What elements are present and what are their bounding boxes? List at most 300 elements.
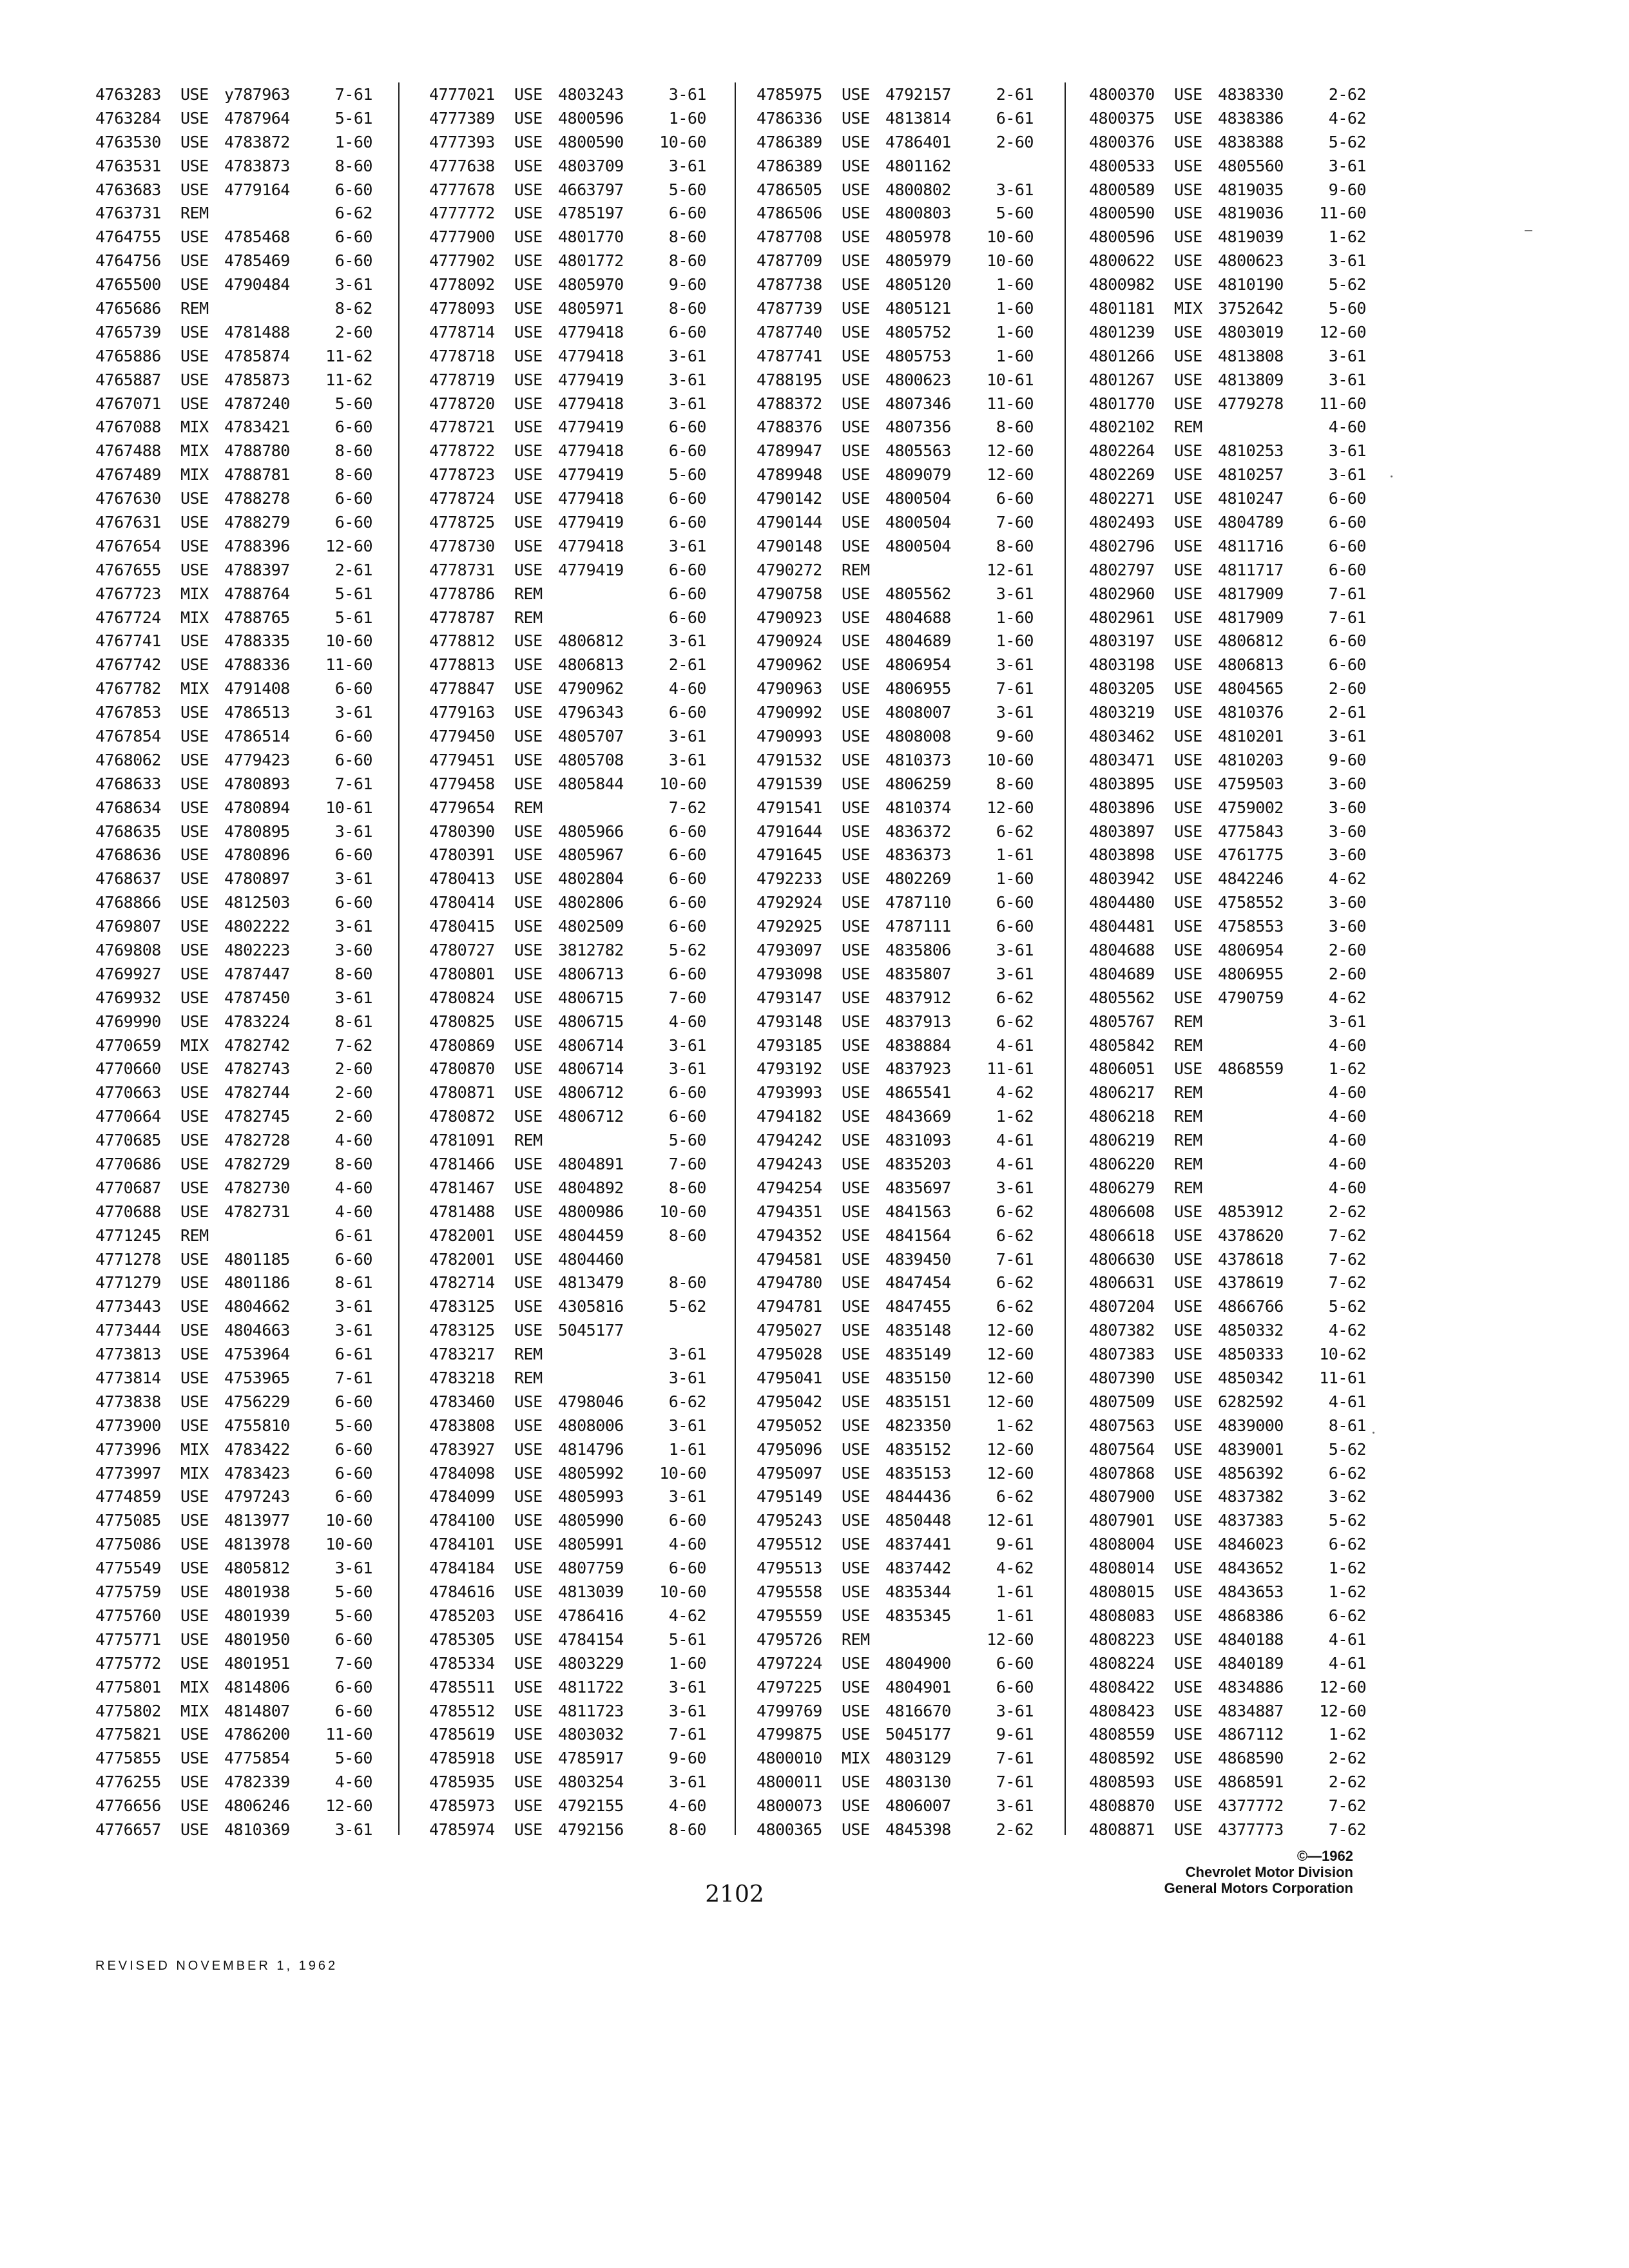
- part-number: 4808083: [1089, 1606, 1155, 1625]
- action-code: USE: [180, 275, 209, 294]
- part-number: 4802269: [1089, 465, 1155, 485]
- effective-date: 3-61: [668, 726, 706, 745]
- part-number: 4784099: [429, 1487, 495, 1506]
- replacement-number: 4807346: [885, 394, 951, 413]
- part-row: [429, 867, 713, 890]
- replacement-number: 4378620: [1218, 1225, 1284, 1245]
- action-code: USE: [1174, 1416, 1202, 1435]
- part-number: 4780414: [429, 893, 495, 912]
- part-number: 4763683: [95, 180, 161, 199]
- part-number: 4770685: [95, 1131, 161, 1150]
- effective-date: 10-60: [659, 1582, 706, 1602]
- part-number: 4777902: [429, 251, 495, 271]
- effective-date: 5-62: [1328, 1439, 1366, 1459]
- replacement-number: 4838330: [1218, 84, 1284, 104]
- part-row: [95, 1628, 379, 1651]
- part-row: [95, 392, 379, 416]
- action-code: USE: [180, 1202, 209, 1221]
- replacement-number: 4835203: [885, 1155, 951, 1174]
- effective-date: 3-61: [334, 822, 372, 841]
- part-number: 4794581: [757, 1249, 822, 1269]
- effective-date: 4-60: [668, 1796, 706, 1816]
- action-code: USE: [842, 1155, 870, 1174]
- effective-date: 1-61: [996, 1606, 1034, 1625]
- replacement-number: 4779423: [224, 750, 290, 769]
- replacement-number: 4801950: [224, 1629, 290, 1649]
- effective-date: 7-60: [334, 1653, 372, 1673]
- part-row: [757, 82, 1040, 106]
- effective-date: 4-61: [996, 1131, 1034, 1150]
- part-number: 4800376: [1089, 132, 1155, 151]
- action-code: USE: [842, 1273, 870, 1293]
- part-row: [1089, 463, 1373, 486]
- part-number: 4807868: [1089, 1463, 1155, 1483]
- part-row: [429, 629, 713, 653]
- effective-date: 7-61: [1328, 608, 1366, 627]
- part-number: 4770686: [95, 1155, 161, 1174]
- effective-date: 3-60: [1328, 893, 1366, 912]
- part-row: [95, 1176, 379, 1200]
- part-number: 4803896: [1089, 798, 1155, 817]
- part-row: [95, 677, 379, 700]
- replacement-number: 4837912: [885, 988, 951, 1007]
- action-code: REM: [514, 584, 543, 603]
- replacement-number: 4787111: [885, 917, 951, 936]
- action-code: USE: [180, 1178, 209, 1197]
- effective-date: 12-60: [987, 1369, 1034, 1388]
- part-row: [1089, 273, 1373, 296]
- effective-date: 3-61: [1328, 465, 1366, 485]
- part-number: 4806218: [1089, 1107, 1155, 1126]
- action-code: USE: [842, 584, 870, 603]
- effective-date: 3-61: [1328, 370, 1366, 389]
- action-code: USE: [180, 1131, 209, 1150]
- replacement-number: 4800596: [558, 108, 624, 128]
- replacement-number: 4810190: [1218, 275, 1284, 294]
- part-row: [429, 1722, 713, 1746]
- part-number: 4783218: [429, 1369, 495, 1388]
- part-number: 4792924: [757, 893, 822, 912]
- action-code: USE: [842, 370, 870, 389]
- action-code: USE: [842, 1107, 870, 1126]
- replacement-number: 4844436: [885, 1487, 951, 1506]
- action-code: REM: [180, 204, 209, 223]
- effective-date: 6-60: [334, 1392, 372, 1411]
- part-number: 4778812: [429, 631, 495, 651]
- part-number: 4790962: [757, 655, 822, 675]
- part-number: 4765739: [95, 322, 161, 341]
- effective-date: 11-62: [325, 346, 372, 365]
- replacement-number: 4834886: [1218, 1677, 1284, 1696]
- part-row: [95, 1437, 379, 1461]
- part-number: 4769927: [95, 964, 161, 983]
- replacement-number: 4800623: [885, 370, 951, 389]
- effective-date: 10-60: [987, 227, 1034, 247]
- action-code: USE: [180, 1345, 209, 1364]
- part-number: 4779654: [429, 798, 495, 817]
- replacement-number: 4805844: [558, 774, 624, 793]
- part-number: 4794781: [757, 1297, 822, 1316]
- effective-date: 3-61: [1328, 156, 1366, 175]
- part-row: [757, 368, 1040, 392]
- part-number: 4794182: [757, 1107, 822, 1126]
- effective-date: 6-60: [334, 489, 372, 508]
- part-number: 4785973: [429, 1796, 495, 1816]
- action-code: USE: [1174, 108, 1202, 128]
- part-number: 4775821: [95, 1725, 161, 1744]
- part-row: [1089, 1033, 1373, 1057]
- replacement-number: 4783421: [224, 418, 290, 437]
- part-row: [95, 1390, 379, 1414]
- part-number: 4789947: [757, 441, 822, 461]
- action-code: USE: [180, 1416, 209, 1435]
- replacement-number: 4805967: [558, 845, 624, 865]
- effective-date: 6-60: [1328, 489, 1366, 508]
- replacement-number: 4796343: [558, 703, 624, 722]
- part-row: [1089, 843, 1373, 867]
- part-row: [429, 1366, 713, 1390]
- part-row: [757, 510, 1040, 534]
- effective-date: 3-61: [1328, 346, 1366, 365]
- action-code: USE: [842, 1225, 870, 1245]
- part-number: 4803197: [1089, 631, 1155, 651]
- part-row: [95, 344, 379, 368]
- replacement-number: 4805992: [558, 1463, 624, 1483]
- part-row: [429, 677, 713, 700]
- replacement-number: 4805966: [558, 822, 624, 841]
- replacement-number: 4841564: [885, 1225, 951, 1245]
- part-row: [429, 510, 713, 534]
- effective-date: 2-60: [996, 132, 1034, 151]
- part-number: 4767854: [95, 726, 161, 745]
- effective-date: 5-61: [668, 1629, 706, 1649]
- effective-date: 6-62: [996, 988, 1034, 1007]
- replacement-number: 4810369: [224, 1820, 290, 1839]
- replacement-number: у787963: [224, 84, 290, 104]
- part-row: [429, 1746, 713, 1770]
- effective-date: 3-61: [668, 370, 706, 389]
- effective-date: 3-61: [996, 180, 1034, 199]
- replacement-number: 4865541: [885, 1083, 951, 1102]
- effective-date: 3-61: [996, 1178, 1034, 1197]
- part-row: [429, 225, 713, 249]
- effective-date: 8-60: [334, 156, 372, 175]
- part-row: [95, 1818, 379, 1841]
- part-row: [429, 1485, 713, 1509]
- effective-date: 3-61: [668, 1487, 706, 1506]
- effective-date: 6-60: [334, 1701, 372, 1720]
- part-row: [757, 938, 1040, 962]
- part-number: 4787740: [757, 322, 822, 341]
- part-row: [429, 1081, 713, 1104]
- part-row: [1089, 820, 1373, 843]
- part-row: [757, 986, 1040, 1010]
- action-code: USE: [514, 845, 543, 865]
- replacement-number: 4788781: [224, 465, 290, 485]
- corporation-line: General Motors Corporation: [1164, 1880, 1353, 1896]
- effective-date: 6-62: [996, 1202, 1034, 1221]
- action-code: USE: [180, 941, 209, 959]
- part-number: 4785334: [429, 1653, 495, 1673]
- part-row: [1089, 510, 1373, 534]
- action-code: USE: [842, 1653, 870, 1673]
- replacement-number: 4808007: [885, 703, 951, 722]
- action-code: USE: [180, 1487, 209, 1506]
- replacement-number: 4756229: [224, 1392, 290, 1411]
- action-code: USE: [1174, 608, 1202, 627]
- action-code: USE: [514, 204, 543, 223]
- action-code: USE: [842, 1012, 870, 1031]
- action-code: USE: [1174, 180, 1202, 199]
- effective-date: 2-60: [334, 1107, 372, 1126]
- replacement-number: 4837923: [885, 1059, 951, 1079]
- part-row: [429, 700, 713, 724]
- action-code: USE: [514, 418, 543, 437]
- action-code: USE: [842, 798, 870, 817]
- effective-date: 5-61: [334, 584, 372, 603]
- action-code: REM: [1174, 1155, 1202, 1174]
- effective-date: 5-60: [668, 1131, 706, 1150]
- action-code: USE: [514, 679, 543, 698]
- action-code: USE: [842, 1439, 870, 1459]
- replacement-number: 6282592: [1218, 1392, 1284, 1411]
- action-code: USE: [514, 441, 543, 461]
- part-number: 4790924: [757, 631, 822, 651]
- effective-date: 2-60: [1328, 941, 1366, 959]
- effective-date: 8-60: [334, 441, 372, 461]
- part-row: [757, 1366, 1040, 1390]
- action-code: USE: [514, 750, 543, 769]
- action-code: USE: [1174, 1796, 1202, 1816]
- replacement-number: 4842246: [1218, 869, 1284, 889]
- action-code: USE: [842, 608, 870, 627]
- action-code: USE: [842, 227, 870, 247]
- effective-date: 12-60: [987, 1392, 1034, 1411]
- replacement-number: 4805991: [558, 1535, 624, 1554]
- action-code: USE: [1174, 1249, 1202, 1269]
- action-code: USE: [1174, 584, 1202, 603]
- action-code: REM: [1174, 1083, 1202, 1102]
- replacement-number: 4782729: [224, 1155, 290, 1174]
- replacement-number: 4835149: [885, 1345, 951, 1364]
- effective-date: 6-60: [334, 1439, 372, 1459]
- replacement-number: 4783873: [224, 156, 290, 175]
- effective-date: 7-61: [996, 679, 1034, 698]
- action-code: USE: [1174, 988, 1202, 1007]
- part-number: 4767655: [95, 560, 161, 579]
- part-number: 4800982: [1089, 275, 1155, 294]
- action-code: USE: [514, 631, 543, 651]
- replacement-number: 4835148: [885, 1321, 951, 1340]
- action-code: USE: [180, 917, 209, 936]
- action-code: USE: [514, 988, 543, 1007]
- part-row: [95, 962, 379, 986]
- part-number: 4778723: [429, 465, 495, 485]
- part-number: 4795559: [757, 1606, 822, 1625]
- effective-date: 1-60: [996, 346, 1034, 365]
- effective-date: 6-62: [334, 204, 372, 223]
- replacement-number: 4806813: [558, 655, 624, 675]
- part-row: [95, 178, 379, 202]
- effective-date: 10-61: [325, 798, 372, 817]
- action-code: USE: [1174, 1297, 1202, 1316]
- effective-date: 6-60: [334, 1463, 372, 1483]
- part-number: 4781488: [429, 1202, 495, 1221]
- part-row: [429, 938, 713, 962]
- part-row: [1089, 1699, 1373, 1723]
- action-code: USE: [842, 988, 870, 1007]
- effective-date: 6-60: [668, 1083, 706, 1102]
- action-code: USE: [180, 132, 209, 151]
- effective-date: 4-60: [1328, 1131, 1366, 1150]
- replacement-number: 4783224: [224, 1012, 290, 1031]
- part-row: [429, 1390, 713, 1414]
- effective-date: 4-61: [1328, 1392, 1366, 1411]
- effective-date: 8-61: [1328, 1416, 1366, 1435]
- effective-date: 8-60: [334, 465, 372, 485]
- replacement-number: 4805563: [885, 441, 951, 461]
- part-number: 4801181: [1089, 298, 1155, 318]
- action-code: USE: [1174, 798, 1202, 817]
- replacement-number: 4782728: [224, 1131, 290, 1150]
- replacement-number: 4663797: [558, 180, 624, 199]
- action-code: USE: [514, 227, 543, 247]
- part-number: 4808014: [1089, 1559, 1155, 1578]
- replacement-number: 4801185: [224, 1249, 290, 1269]
- replacement-number: 4787964: [224, 108, 290, 128]
- replacement-number: 4800504: [885, 489, 951, 508]
- part-row: [429, 1604, 713, 1628]
- part-row: [1089, 344, 1373, 368]
- part-row: [95, 1128, 379, 1152]
- effective-date: 3-61: [668, 1345, 706, 1364]
- effective-date: 5-60: [334, 1582, 372, 1602]
- part-number: 4801267: [1089, 370, 1155, 389]
- replacement-number: 4839450: [885, 1249, 951, 1269]
- replacement-number: 4792155: [558, 1796, 624, 1816]
- action-code: MIX: [842, 1749, 870, 1768]
- action-code: MIX: [180, 465, 209, 485]
- part-row: [1089, 1318, 1373, 1342]
- effective-date: 11-60: [987, 394, 1034, 413]
- action-code: USE: [180, 631, 209, 651]
- action-code: USE: [1174, 1463, 1202, 1483]
- replacement-number: 4782743: [224, 1059, 290, 1079]
- part-number: 4771279: [95, 1273, 161, 1293]
- replacement-number: 4840188: [1218, 1629, 1284, 1649]
- part-row: [757, 1342, 1040, 1366]
- part-number: 4765500: [95, 275, 161, 294]
- action-code: USE: [1174, 132, 1202, 151]
- action-code: USE: [514, 1178, 543, 1197]
- part-row: [95, 1200, 379, 1224]
- part-number: 4793148: [757, 1012, 822, 1031]
- effective-date: 6-60: [668, 893, 706, 912]
- effective-date: 12-60: [1319, 1701, 1366, 1720]
- part-number: 4785203: [429, 1606, 495, 1625]
- action-code: USE: [180, 1559, 209, 1578]
- part-number: 4793993: [757, 1083, 822, 1102]
- action-code: REM: [1174, 418, 1202, 437]
- action-code: USE: [842, 418, 870, 437]
- effective-date: 4-62: [996, 1559, 1034, 1578]
- replacement-number: 4835152: [885, 1439, 951, 1459]
- part-row: [429, 772, 713, 796]
- part-row: [95, 606, 379, 629]
- effective-date: 6-60: [334, 1487, 372, 1506]
- part-number: 4780825: [429, 1012, 495, 1031]
- part-row: [1089, 225, 1373, 249]
- part-row: [429, 106, 713, 130]
- replacement-number: 4810373: [885, 750, 951, 769]
- part-row: [429, 1318, 713, 1342]
- action-code: USE: [514, 822, 543, 841]
- part-number: 4805562: [1089, 988, 1155, 1007]
- effective-date: 4-60: [1328, 1035, 1366, 1055]
- replacement-number: 4775854: [224, 1749, 290, 1768]
- part-number: 4768866: [95, 893, 161, 912]
- action-code: USE: [514, 1606, 543, 1625]
- effective-date: 3-61: [668, 536, 706, 555]
- part-row: [757, 1318, 1040, 1342]
- replacement-number: 4835807: [885, 964, 951, 983]
- part-row: [95, 273, 379, 296]
- effective-date: 6-60: [334, 1677, 372, 1696]
- action-code: USE: [180, 1369, 209, 1388]
- effective-date: 7-61: [996, 1749, 1034, 1768]
- part-number: 4785305: [429, 1629, 495, 1649]
- action-code: USE: [514, 1297, 543, 1316]
- action-code: USE: [842, 441, 870, 461]
- action-code: REM: [514, 1369, 543, 1388]
- replacement-number: 4779419: [558, 465, 624, 485]
- effective-date: 6-60: [668, 418, 706, 437]
- replacement-number: 4806712: [558, 1107, 624, 1126]
- effective-date: 1-62: [1328, 1725, 1366, 1744]
- replacement-number: 4804688: [885, 608, 951, 627]
- replacement-number: 4813978: [224, 1535, 290, 1554]
- effective-date: 1-60: [996, 631, 1034, 651]
- part-number: 4790758: [757, 584, 822, 603]
- part-row: [429, 914, 713, 938]
- effective-date: 5-61: [334, 608, 372, 627]
- effective-date: 6-60: [668, 489, 706, 508]
- replacement-number: 4802222: [224, 917, 290, 936]
- part-row: [429, 392, 713, 416]
- replacement-number: 4804900: [885, 1653, 951, 1673]
- part-number: 4785918: [429, 1749, 495, 1768]
- action-code: USE: [514, 869, 543, 889]
- effective-date: 12-60: [325, 536, 372, 555]
- part-number: 4781091: [429, 1131, 495, 1150]
- part-row: [429, 249, 713, 273]
- effective-date: 9-61: [996, 1725, 1034, 1744]
- action-code: USE: [1174, 346, 1202, 365]
- effective-date: 6-60: [1328, 631, 1366, 651]
- effective-date: 3-61: [334, 1820, 372, 1839]
- replacement-number: 4801939: [224, 1606, 290, 1625]
- part-row: [757, 154, 1040, 178]
- replacement-number: 4779419: [558, 560, 624, 579]
- replacement-number: 4803032: [558, 1725, 624, 1744]
- effective-date: 11-62: [325, 370, 372, 389]
- effective-date: 6-60: [334, 251, 372, 271]
- action-code: REM: [180, 298, 209, 318]
- replacement-number: 4856392: [1218, 1463, 1284, 1483]
- action-code: USE: [842, 1559, 870, 1578]
- action-code: USE: [842, 346, 870, 365]
- part-number: 4778714: [429, 322, 495, 341]
